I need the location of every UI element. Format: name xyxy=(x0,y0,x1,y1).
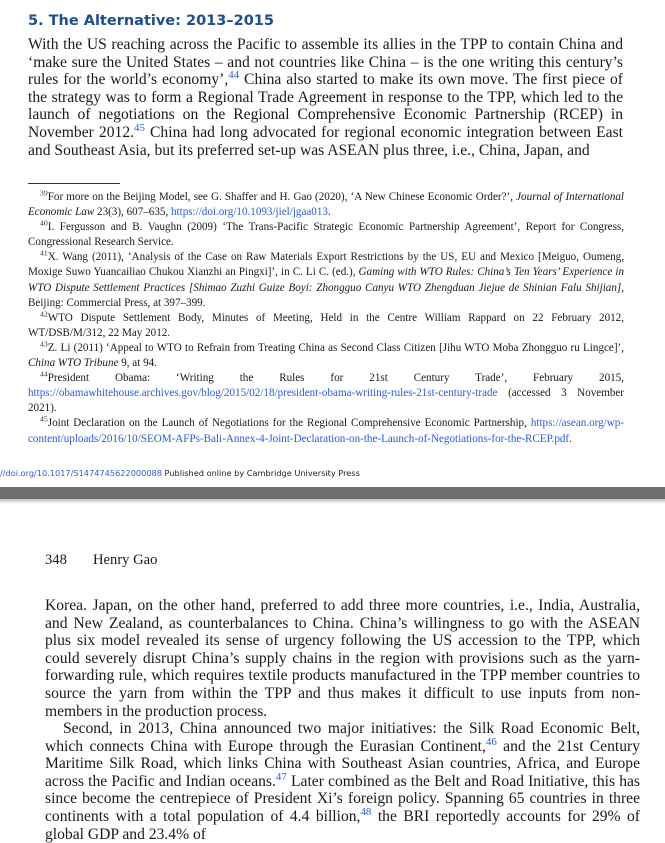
footnote-number: 40 xyxy=(40,218,48,228)
footnote-rule xyxy=(28,183,120,184)
footnote-text: (accessed 3 November 2021). xyxy=(28,387,624,415)
text-run: the BRI reportedly accounts for 29% of global GDP and 23.4% of xyxy=(45,807,640,843)
footnote-text: . xyxy=(327,206,331,219)
top-paragraph xyxy=(28,36,623,159)
footnotes xyxy=(28,190,624,447)
bottom-paragraph-1: Korea. Japan, on the other hand, preferred to add three more countries, i.e., India, Australia, and New Zealand, as counterbalances to China. China’s willingness to go with the ASEAN plus six model revealed its sense of urgency following the US accession to the TPP, which could severely disrupt China’s supply chains in the region with provisions such as the yarn-forwarding rule, which requires textile products manufactured in the TPP member countries to source the yarn from within the TPP and thus makes it difficult to use inputs from non-members in the production process. xyxy=(45,597,640,720)
footnote-ref-44[interactable]: 44 xyxy=(228,69,240,81)
footnote-40 xyxy=(28,220,624,250)
footnote-text: I. Fergusson and B. Vaughn (2009) ‘The Trans-Pacific Strategic Economic Partnership Agreement’, Report for Congress, Congressional Research Service. xyxy=(28,221,624,249)
running-head-author: Henry Gao xyxy=(93,552,158,568)
footnote-number: 41 xyxy=(40,248,48,258)
footnote-45 xyxy=(28,416,624,446)
footnote-text: , Beijing: Commercial Press, at 397–399. xyxy=(28,281,624,309)
doi-line xyxy=(0,468,360,478)
page-divider-shadow xyxy=(0,499,665,504)
footnote-text: . xyxy=(569,432,572,445)
footnote-journal: Journal of International Economic Law xyxy=(28,191,625,219)
text-run: Second, in 2013, China announced two major initiatives: the Silk Road Economic Belt, which connects China with Europe through the Eurasian Continent, xyxy=(45,720,640,755)
footnote-text: WTO Dispute Settlement Body, Minutes of Meeting, Held in the Centre William Rappard on 22 February 2012, WT/DSB/M/312, 22 May 2012. xyxy=(28,311,624,339)
section-heading: 5. The Alternative: 2013–2015 xyxy=(28,13,274,29)
footnote-number: 44 xyxy=(40,369,48,379)
footnote-text: President Obama: ‘Writing the Rules for 21st Century Trade’, February 2015, xyxy=(47,372,624,385)
bottom-paragraph-2 xyxy=(45,720,640,843)
footnote-text: Joint Declaration on the Launch of Negotiations for the Regional Comprehensive Economic Partnership, xyxy=(47,417,531,430)
text-run: China had long advocated for regional economic integration between East and Southeast Asia, but its preferred set-up was ASEAN plus three, i.e., China, Japan, and xyxy=(28,123,623,159)
running-head xyxy=(45,552,157,569)
footnote-number: 39 xyxy=(40,188,48,198)
footnote-journal: China WTO Tribune xyxy=(28,357,119,370)
doi-link[interactable]: //doi.org/10.1017/S1474745622000088 xyxy=(0,468,162,478)
footnote-number: 42 xyxy=(40,309,48,319)
footnote-text: Z. Li (2011) ‘Appeal to WTO to Refrain from Treating China as Second Class Citizen [Jihu WTO Moba Zhongguo ru Lingce]’, xyxy=(47,341,624,354)
footnote-link[interactable]: https://doi.org/10.1093/jiel/jgaa013 xyxy=(170,206,328,219)
footnote-ref-47[interactable]: 47 xyxy=(275,770,287,783)
footnote-link[interactable]: https://asean.org/wp-content/uploads/2016/10/SEOM-AFPs-Bali-Annex-4-Joint-Declaration-on-the-Launch-of-Negotiations-for-the-RCEP.pdf xyxy=(28,417,624,445)
footnote-44 xyxy=(28,371,624,416)
footnote-book-title: Gaming with WTO Rules: China’s Ten Years’ Experience in WTO Dispute Settlement Practices [Shimao Zuzhi Guize Boyi: Zhongguo Canyu WTO Zhengduan Jiejue de Shinian Falu Shijian] xyxy=(28,266,624,294)
footnote-39 xyxy=(28,190,624,220)
footnote-41 xyxy=(28,250,624,310)
footnote-text: 23(3), 607–635, xyxy=(94,206,171,219)
text-run: With the US reaching across the Pacific to assemble its allies in the TPP to contain China and ‘make sure the United States – and not countries like China – is the one writing this century’s rules for the world’s economy’, xyxy=(28,36,623,89)
text-run: Later combined as the Belt and Road Initiative, this has since become the centrepiece of President Xi’s foreign policy. Spanning 65 countries in three continents with a total population of 4.4 billion, xyxy=(45,772,640,825)
footnote-number: 45 xyxy=(40,414,48,424)
footnote-43 xyxy=(28,341,624,371)
footnote-ref-46[interactable]: 46 xyxy=(485,735,497,748)
footnote-ref-48[interactable]: 48 xyxy=(360,805,372,818)
footnote-link[interactable]: https://obamawhitehouse.archives.gov/blog/2015/02/18/president-obama-writing-rules-21st-century-trade xyxy=(28,387,498,400)
text-run: China also started to make its own move. The first piece of the strategy was to form a Regional Trade Agreement in response to the TPP, which led to the launch of negotiations on the Regional Comprehensive Economic Partnership (RCEP) in November 2012. xyxy=(28,71,623,141)
footnote-text: X. Wang (2011), ‘Analysis of the Case on Raw Materials Export Restrictions by the US, EU and Mexico [Meiguo, Oumeng, Moxige Suwo Yuancailiao Chukou Xianzhi an Pingxi]’, in C. Li C. (ed.), xyxy=(28,251,624,279)
footnote-text: For more on the Beijing Model, see G. Shaffer and H. Gao (2020), ‘A New Chinese Economic Order?’, xyxy=(47,191,517,203)
footnote-number: 43 xyxy=(40,339,48,349)
page-divider xyxy=(0,487,665,499)
text-run: and the 21st Century Maritime Silk Road, which links China with Southeast Asian countries, Africa, and Europe across the Pacific and Indian oceans. xyxy=(45,737,640,790)
footnote-ref-45[interactable]: 45 xyxy=(134,121,145,134)
footnote-text: 9, at 94. xyxy=(118,357,157,370)
publisher-note: Published online by Cambridge University Press xyxy=(161,468,360,478)
page-number: 348 xyxy=(45,552,67,568)
footnote-42 xyxy=(28,311,624,341)
